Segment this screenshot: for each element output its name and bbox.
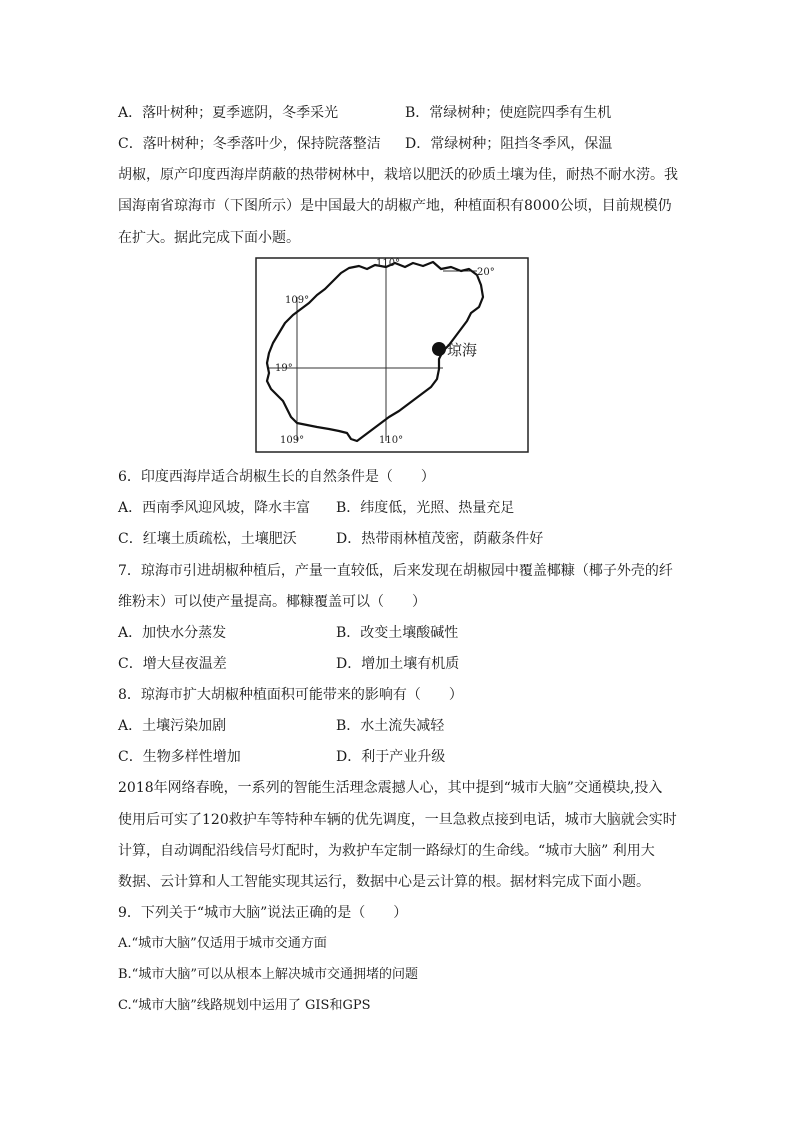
q5-option-b: B．常绿树种；使庭院四季有生机 <box>405 105 612 121</box>
passage2-line2: 使用后可实了120救护车等特种车辆的优先调度，一旦急救点接到电话，城市大脑就会实时 <box>118 812 677 828</box>
q9-option-a: A.“城市大脑”仅适用于城市交通方面 <box>118 936 327 951</box>
q7-option-a: A．加快水分蒸发 <box>118 625 227 641</box>
q9-option-b: B.“城市大脑”可以从根本上解决城市交通拥堵的问题 <box>118 967 418 982</box>
passage1-line2: 国海南省琼海市（下图所示）是中国最大的胡椒产地，种植面积有8000公顷，目前规模仍 <box>118 198 672 214</box>
label-qionghai: 琼海 <box>447 341 478 359</box>
q6-option-b: B．纬度低，光照、热量充足 <box>336 500 515 516</box>
q5-option-d: D．常绿树种；阻挡冬季风，保温 <box>405 136 613 152</box>
passage2-line1: 2018年网络春晚，一系列的智能生活理念震撼人心，其中提到“城市大脑”交通模块,投入 <box>118 780 663 796</box>
label-lon-bottom-right: 110° <box>379 435 404 446</box>
q8-stem: 8．琼海市扩大胡椒种植面积可能带来的影响有（ ） <box>118 687 463 703</box>
label-lon-top: 110° <box>376 258 401 269</box>
q7-option-d: D．增加土壤有机质 <box>336 656 460 672</box>
passage2-line3: 计算，自动调配沿线信号灯配时，为救护车定制一路绿灯的生命线。“城市大脑” 利用大 <box>118 843 655 859</box>
q6-stem: 6．印度西海岸适合胡椒生长的自然条件是（ ） <box>118 469 435 485</box>
q7-option-b: B．改变土壤酸碱性 <box>336 625 459 641</box>
q8-option-b: B．水土流失减轻 <box>336 718 445 734</box>
label-lat-left: 19° <box>275 363 293 374</box>
qionghai-city-dot <box>432 342 446 356</box>
q8-option-a: A．土壤污染加剧 <box>118 718 227 734</box>
q6-option-c: C．红壤土质疏松，土壤肥沃 <box>118 531 297 547</box>
passage1-line1: 胡椒，原产印度西海岸荫蔽的热带树林中，栽培以肥沃的砂质土壤为佳，耐热不耐水涝。我 <box>118 167 678 183</box>
q5-option-a: A．落叶树种；夏季遮阴，冬季采光 <box>118 105 339 121</box>
passage2-line4: 数据、云计算和人工智能实现其运行，数据中心是云计算的根。据材料完成下面小题。 <box>118 874 650 890</box>
q6-option-d: D．热带雨林植茂密，荫蔽条件好 <box>336 531 544 547</box>
q7-stem-line2: 维粉末）可以使产量提高。椰糠覆盖可以（ ） <box>118 594 426 610</box>
q7-stem-line1: 7．琼海市引进胡椒种植后，产量一直较低，后来发现在胡椒园中覆盖椰糠（椰子外壳的纤 <box>118 563 673 579</box>
label-lat-right: 20° <box>477 267 495 278</box>
label-lon-bottom-left: 109° <box>280 435 305 446</box>
hainan-map <box>255 257 529 453</box>
q9-option-c: C.“城市大脑”线路规划中运用了 GIS和GPS <box>118 998 371 1013</box>
q6-option-a: A．西南季风迎风坡，降水丰富 <box>118 500 311 516</box>
passage1-line3: 在扩大。据此完成下面小题。 <box>118 230 300 246</box>
q9-stem: 9．下列关于“城市大脑”说法正确的是（ ） <box>118 905 408 921</box>
label-lon-left: 109° <box>285 295 310 306</box>
q8-option-c: C．生物多样性增加 <box>118 749 241 765</box>
q5-option-c: C．落叶树种；冬季落叶少，保持院落整洁 <box>118 136 381 152</box>
q8-option-d: D．利于产业升级 <box>336 749 446 765</box>
q7-option-c: C．增大昼夜温差 <box>118 656 227 672</box>
